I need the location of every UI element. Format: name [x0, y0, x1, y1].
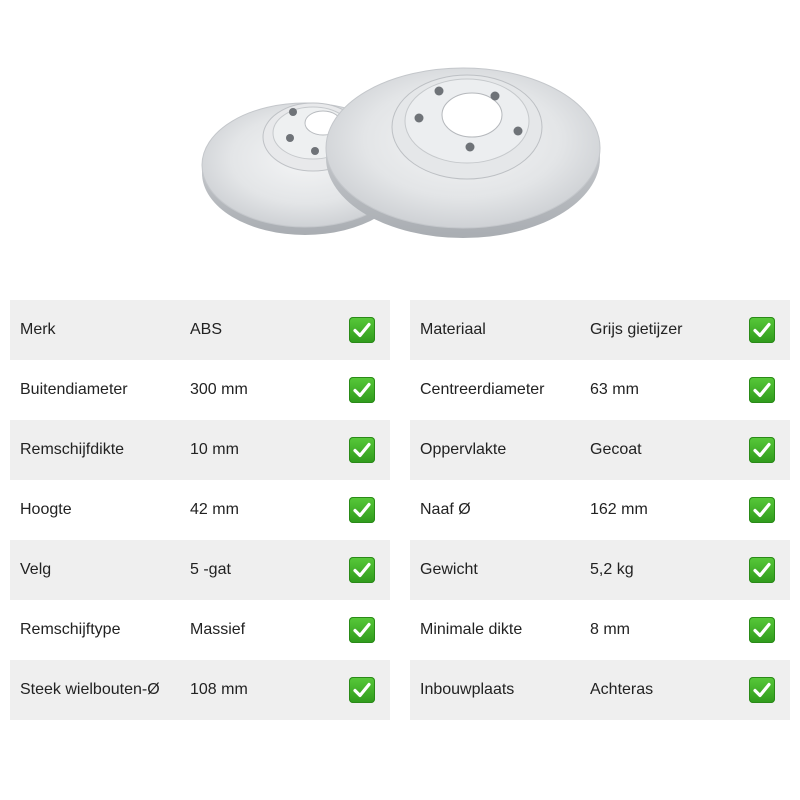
brake-disc-pair-icon: [195, 55, 605, 245]
spec-label: Materiaal: [420, 321, 486, 338]
spec-label: Velg: [20, 561, 52, 578]
spec-label: Naaf Ø: [420, 501, 471, 518]
spec-label: Oppervlakte: [420, 441, 507, 458]
spec-value: 63 mm: [590, 381, 639, 398]
check-mark-icon: [349, 557, 375, 583]
spec-row: [410, 420, 790, 480]
spec-value: Gecoat: [590, 441, 642, 458]
spec-row: [410, 540, 790, 600]
spec-value: 300 mm: [190, 381, 248, 398]
check-mark-icon: [749, 677, 775, 703]
spec-value: Massief: [190, 621, 246, 638]
spec-label: Gewicht: [420, 561, 478, 578]
spec-value: 42 mm: [190, 501, 239, 518]
spec-row: [10, 480, 390, 540]
spec-row: [410, 660, 790, 720]
spec-label: Remschijfdikte: [20, 441, 125, 458]
spec-value: 162 mm: [590, 501, 648, 518]
spec-row: [410, 360, 790, 420]
spec-value: 108 mm: [190, 681, 248, 698]
spec-label: Centreerdiameter: [420, 381, 545, 398]
spec-row: [10, 300, 390, 360]
check-mark-icon: [349, 377, 375, 403]
check-mark-icon: [349, 317, 375, 343]
check-mark-icon: [349, 677, 375, 703]
spec-table-left: [10, 300, 390, 720]
spec-row: [10, 600, 390, 660]
spec-value: 5,2 kg: [590, 561, 634, 578]
spec-row: [10, 660, 390, 720]
check-mark-icon: [749, 317, 775, 343]
spec-label: Minimale dikte: [420, 621, 523, 638]
spec-value: ABS: [190, 321, 223, 338]
spec-row: [410, 600, 790, 660]
front-disc: [326, 68, 600, 238]
spec-value: 5 -gat: [190, 561, 231, 578]
spec-row: [10, 360, 390, 420]
check-mark-icon: [349, 617, 375, 643]
check-mark-icon: [749, 437, 775, 463]
spec-row: [410, 300, 790, 360]
spec-value: 10 mm: [190, 441, 239, 458]
spec-label: Merk: [20, 321, 56, 338]
spec-table-right: [410, 300, 790, 720]
spec-label: Inbouwplaats: [420, 681, 515, 698]
check-mark-icon: [349, 497, 375, 523]
spec-row: [410, 480, 790, 540]
check-mark-icon: [349, 437, 375, 463]
spec-label: Remschijftype: [20, 621, 121, 638]
check-mark-icon: [749, 557, 775, 583]
spec-label: Steek wielbouten-Ø: [20, 681, 160, 698]
spec-row: [10, 540, 390, 600]
spec-value: 8 mm: [590, 621, 630, 638]
spec-row: [10, 420, 390, 480]
spec-label: Hoogte: [20, 501, 72, 518]
spec-value: Grijs gietijzer: [590, 321, 683, 338]
check-mark-icon: [749, 377, 775, 403]
check-mark-icon: [749, 497, 775, 523]
spec-label: Buitendiameter: [20, 381, 128, 398]
check-mark-icon: [749, 617, 775, 643]
spec-value: Achteras: [590, 681, 654, 698]
